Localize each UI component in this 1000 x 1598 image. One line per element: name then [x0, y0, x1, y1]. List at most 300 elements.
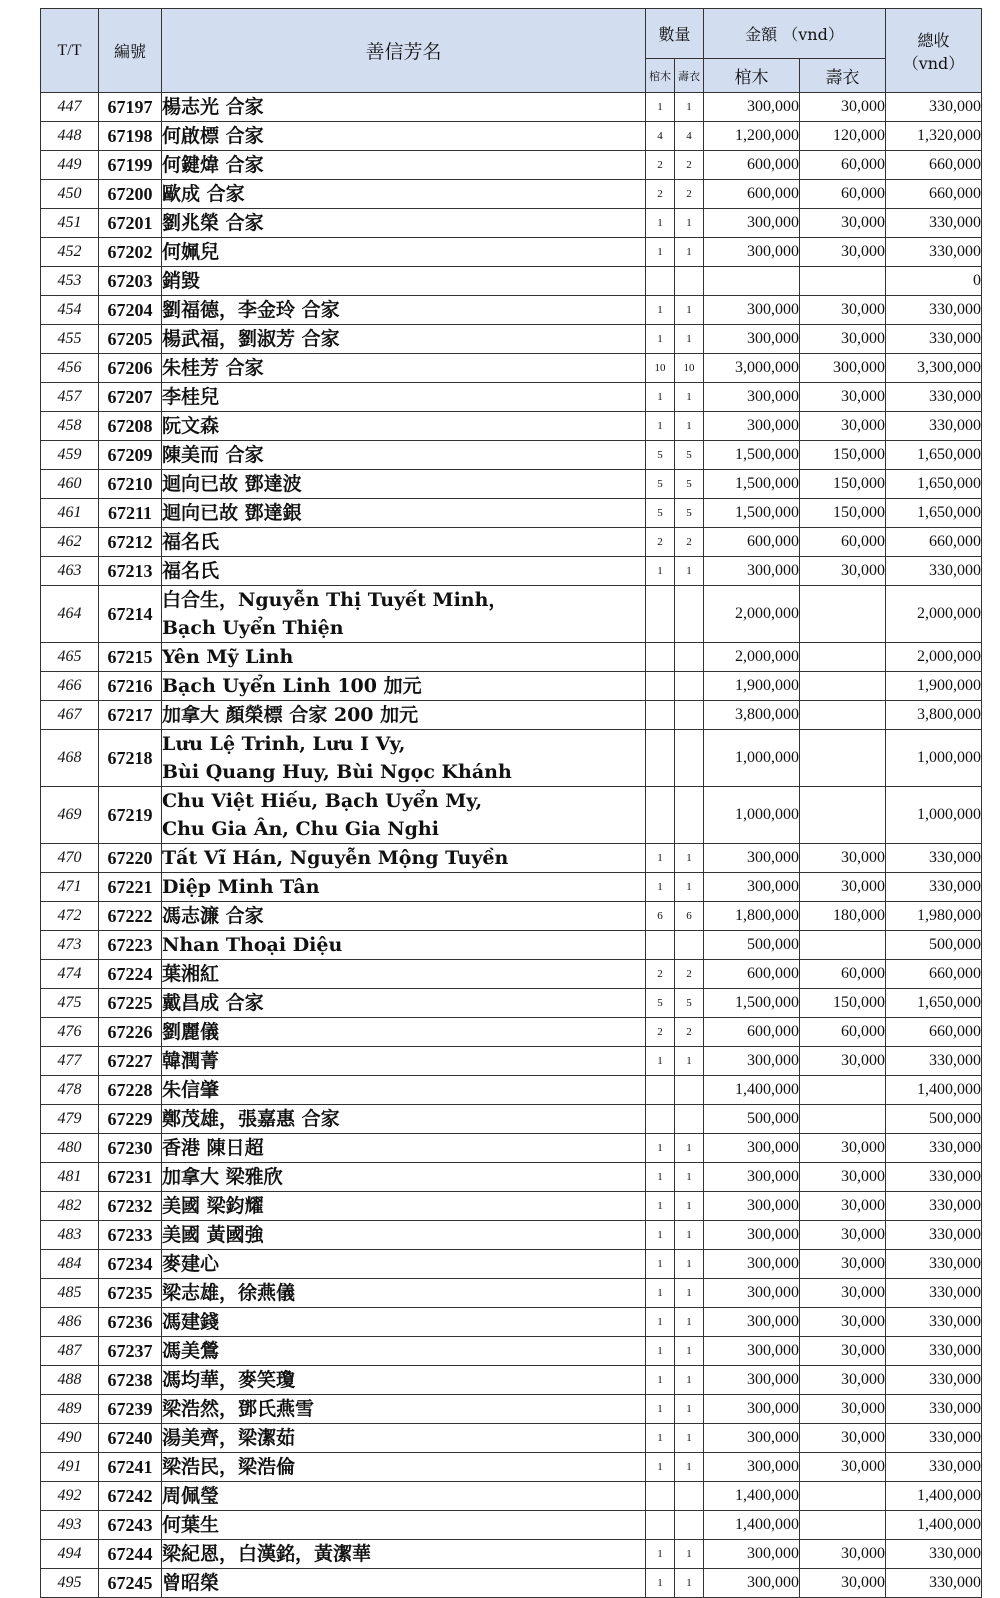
row-name-line: 何葉生: [162, 1514, 220, 1536]
row-name-line: 楊武福，劉淑芳 合家: [162, 328, 340, 350]
row-amount-coffin: 1,400,000: [704, 1511, 800, 1540]
row-name: [162, 180, 646, 209]
row-tt: 473: [41, 931, 99, 960]
row-amount-coffin: 1,500,000: [704, 989, 800, 1018]
table-body: [41, 93, 982, 1598]
row-total: 330,000: [886, 1569, 982, 1598]
row-name-line: Chu Gia Ân, Chu Gia Nghi: [162, 818, 439, 840]
table-row: [41, 354, 982, 383]
row-code: 67233: [99, 1221, 162, 1250]
row-code: 67220: [99, 844, 162, 873]
row-qty-coffin: 1: [646, 1192, 675, 1221]
row-name-line: 梁志雄，徐燕儀: [162, 1282, 296, 1304]
row-name: [162, 1192, 646, 1221]
row-code: 67200: [99, 180, 162, 209]
row-name-line: 銷毀: [162, 270, 201, 292]
row-name: [162, 93, 646, 122]
row-qty-shroud: 1: [675, 93, 704, 122]
row-amount-coffin: 1,500,000: [704, 499, 800, 528]
row-total: 330,000: [886, 1395, 982, 1424]
row-tt: 464: [41, 586, 99, 643]
table-row: [41, 1076, 982, 1105]
row-tt: 489: [41, 1395, 99, 1424]
row-qty-shroud: 1: [675, 557, 704, 586]
row-amount-coffin: 1,800,000: [704, 902, 800, 931]
row-name-line: 何啟標 合家: [162, 125, 264, 147]
row-code: 67206: [99, 354, 162, 383]
row-amount-shroud: 30,000: [800, 296, 886, 325]
row-amount-shroud: [800, 672, 886, 701]
header-amount-coffin: 棺木: [704, 59, 800, 93]
row-amount-coffin: 300,000: [704, 1308, 800, 1337]
row-code: 67223: [99, 931, 162, 960]
donation-table: [40, 8, 982, 1598]
row-name: [162, 1482, 646, 1511]
row-amount-shroud: 60,000: [800, 960, 886, 989]
row-total: 660,000: [886, 960, 982, 989]
row-total: 330,000: [886, 1366, 982, 1395]
row-qty-shroud: 1: [675, 296, 704, 325]
row-name-line: 曾昭榮: [162, 1572, 220, 1594]
table-row: [41, 325, 982, 354]
row-code: 67219: [99, 787, 162, 844]
row-total: 330,000: [886, 873, 982, 902]
row-amount-shroud: [800, 1105, 886, 1134]
row-tt: 487: [41, 1337, 99, 1366]
row-tt: 477: [41, 1047, 99, 1076]
table-row: [41, 1018, 982, 1047]
row-code: 67227: [99, 1047, 162, 1076]
header-amount: 金額 （vnd）: [704, 9, 886, 59]
row-name-line: Tất Vĩ Hán, Nguyễn Mộng Tuyền: [162, 847, 509, 869]
table-row: [41, 1163, 982, 1192]
table-row: [41, 93, 982, 122]
table-row: [41, 499, 982, 528]
row-name-line: 劉兆榮 合家: [162, 212, 264, 234]
row-code: 67202: [99, 238, 162, 267]
row-qty-shroud: 2: [675, 180, 704, 209]
row-amount-coffin: 300,000: [704, 383, 800, 412]
row-total: 330,000: [886, 844, 982, 873]
row-amount-coffin: 1,500,000: [704, 441, 800, 470]
row-amount-coffin: 300,000: [704, 1366, 800, 1395]
row-amount-coffin: 3,800,000: [704, 701, 800, 730]
row-tt: 492: [41, 1482, 99, 1511]
row-name: [162, 1018, 646, 1047]
row-tt: 452: [41, 238, 99, 267]
row-amount-coffin: 1,200,000: [704, 122, 800, 151]
row-qty-coffin: 1: [646, 1337, 675, 1366]
table-row: [41, 701, 982, 730]
row-qty-coffin: 1: [646, 1308, 675, 1337]
row-qty-shroud: 1: [675, 1569, 704, 1598]
row-name-line: 加拿大 顏榮標 合家 200 加元: [162, 704, 419, 726]
row-tt: 479: [41, 1105, 99, 1134]
row-amount-shroud: 150,000: [800, 441, 886, 470]
row-tt: 472: [41, 902, 99, 931]
row-name: [162, 1250, 646, 1279]
table-row: [41, 441, 982, 470]
table-header: [41, 9, 982, 93]
row-amount-coffin: 600,000: [704, 528, 800, 557]
row-name: [162, 701, 646, 730]
row-tt: 461: [41, 499, 99, 528]
row-code: 67245: [99, 1569, 162, 1598]
table-row: [41, 180, 982, 209]
row-qty-coffin: 1: [646, 1395, 675, 1424]
row-total: 330,000: [886, 1134, 982, 1163]
row-code: 67236: [99, 1308, 162, 1337]
row-name-line: 葉湘紅: [162, 963, 220, 985]
row-name-line: 楊志光 合家: [162, 96, 264, 118]
row-code: 67242: [99, 1482, 162, 1511]
row-code: 67210: [99, 470, 162, 499]
row-amount-shroud: [800, 787, 886, 844]
row-amount-coffin: 300,000: [704, 1279, 800, 1308]
row-total: 660,000: [886, 180, 982, 209]
row-code: 67224: [99, 960, 162, 989]
row-qty-shroud: 1: [675, 1308, 704, 1337]
row-qty-shroud: 5: [675, 441, 704, 470]
row-amount-shroud: [800, 586, 886, 643]
row-amount-shroud: 30,000: [800, 238, 886, 267]
row-qty-shroud: 10: [675, 354, 704, 383]
row-amount-shroud: 30,000: [800, 93, 886, 122]
row-name: [162, 354, 646, 383]
row-amount-shroud: 60,000: [800, 1018, 886, 1047]
row-tt: 475: [41, 989, 99, 1018]
row-qty-coffin: 2: [646, 1018, 675, 1047]
row-amount-shroud: 30,000: [800, 1221, 886, 1250]
row-amount-shroud: 30,000: [800, 1192, 886, 1221]
row-name: [162, 209, 646, 238]
row-name-line: 迴向已故 鄧達銀: [162, 502, 302, 524]
row-amount-shroud: [800, 1482, 886, 1511]
table-row: [41, 960, 982, 989]
row-name: [162, 557, 646, 586]
row-amount-coffin: 300,000: [704, 1395, 800, 1424]
row-amount-shroud: [800, 730, 886, 787]
row-name-line: 福名氏: [162, 560, 220, 582]
row-total: 330,000: [886, 412, 982, 441]
table-row: [41, 931, 982, 960]
row-name: [162, 1047, 646, 1076]
row-amount-coffin: 600,000: [704, 180, 800, 209]
row-amount-coffin: 300,000: [704, 93, 800, 122]
row-tt: 490: [41, 1424, 99, 1453]
row-qty-coffin: 1: [646, 1279, 675, 1308]
row-amount-shroud: 30,000: [800, 557, 886, 586]
row-amount-shroud: 150,000: [800, 499, 886, 528]
row-name: [162, 586, 646, 643]
row-qty-coffin: 4: [646, 122, 675, 151]
row-name: [162, 1134, 646, 1163]
row-qty-coffin: [646, 643, 675, 672]
row-amount-coffin: 1,900,000: [704, 672, 800, 701]
row-amount-coffin: 600,000: [704, 151, 800, 180]
row-qty-shroud: [675, 701, 704, 730]
table-row: [41, 238, 982, 267]
row-code: 67222: [99, 902, 162, 931]
row-name: [162, 1453, 646, 1482]
row-qty-shroud: 5: [675, 470, 704, 499]
row-name-line: 何姵兒: [162, 241, 220, 263]
row-name-line: 湯美齊，梁潔茹: [162, 1427, 296, 1449]
row-amount-shroud: [800, 931, 886, 960]
row-code: 67241: [99, 1453, 162, 1482]
row-code: 67240: [99, 1424, 162, 1453]
row-name: [162, 1424, 646, 1453]
row-tt: 486: [41, 1308, 99, 1337]
row-code: 67198: [99, 122, 162, 151]
row-total: 330,000: [886, 1221, 982, 1250]
table-row: [41, 412, 982, 441]
row-amount-shroud: 30,000: [800, 325, 886, 354]
table-row: [41, 672, 982, 701]
row-qty-shroud: [675, 1076, 704, 1105]
row-amount-coffin: [704, 267, 800, 296]
row-qty-coffin: 5: [646, 470, 675, 499]
row-qty-coffin: 1: [646, 844, 675, 873]
row-total: 1,980,000: [886, 902, 982, 931]
row-amount-shroud: 120,000: [800, 122, 886, 151]
row-name-line: 梁紀恩，白漢銘，黃潔華: [162, 1543, 372, 1565]
row-qty-coffin: [646, 787, 675, 844]
row-qty-shroud: 1: [675, 1192, 704, 1221]
row-qty-shroud: 1: [675, 1366, 704, 1395]
row-name-line: Lưu Lệ Trinh, Lưu I Vy,: [162, 733, 406, 755]
row-total: 330,000: [886, 1163, 982, 1192]
row-amount-coffin: 300,000: [704, 873, 800, 902]
row-amount-coffin: 300,000: [704, 1047, 800, 1076]
row-code: 67205: [99, 325, 162, 354]
row-code: 67228: [99, 1076, 162, 1105]
header-total-line1: 總收: [917, 30, 950, 50]
table-row: [41, 1540, 982, 1569]
row-name: [162, 238, 646, 267]
row-qty-coffin: [646, 1076, 675, 1105]
row-qty-coffin: 2: [646, 180, 675, 209]
row-tt: 471: [41, 873, 99, 902]
table-row: [41, 1395, 982, 1424]
table-row: [41, 787, 982, 844]
row-qty-shroud: [675, 267, 704, 296]
row-amount-coffin: 3,000,000: [704, 354, 800, 383]
row-tt: 448: [41, 122, 99, 151]
row-name-line: 陳美而 合家: [162, 444, 264, 466]
row-name: [162, 989, 646, 1018]
row-amount-shroud: [800, 267, 886, 296]
row-amount-shroud: 30,000: [800, 1308, 886, 1337]
row-tt: 470: [41, 844, 99, 873]
row-qty-shroud: 1: [675, 1337, 704, 1366]
row-name: [162, 1308, 646, 1337]
table-row: [41, 1192, 982, 1221]
row-total: 330,000: [886, 209, 982, 238]
row-qty-coffin: 10: [646, 354, 675, 383]
row-qty-coffin: 2: [646, 960, 675, 989]
row-qty-coffin: [646, 267, 675, 296]
header-tt: T/T: [41, 9, 99, 93]
row-name-line: 白合生，Nguyễn Thị Tuyết Minh，: [162, 589, 508, 611]
row-name-line: 梁浩然，鄧氏燕雪: [162, 1398, 315, 1420]
row-qty-shroud: [675, 1105, 704, 1134]
row-amount-coffin: 600,000: [704, 960, 800, 989]
row-qty-coffin: [646, 701, 675, 730]
row-tt: 491: [41, 1453, 99, 1482]
row-code: 67215: [99, 643, 162, 672]
row-total: 0: [886, 267, 982, 296]
row-amount-coffin: 1,000,000: [704, 730, 800, 787]
row-name-line: 梁浩民，梁浩倫: [162, 1456, 296, 1478]
row-qty-coffin: 1: [646, 1047, 675, 1076]
row-qty-coffin: [646, 931, 675, 960]
row-amount-shroud: 30,000: [800, 1163, 886, 1192]
row-name-line: 加拿大 梁雅欣: [162, 1166, 283, 1188]
row-name: [162, 267, 646, 296]
row-amount-shroud: 30,000: [800, 1279, 886, 1308]
row-code: 67204: [99, 296, 162, 325]
table-row: [41, 902, 982, 931]
row-amount-shroud: 30,000: [800, 1337, 886, 1366]
row-tt: 467: [41, 701, 99, 730]
row-total: 1,400,000: [886, 1511, 982, 1540]
row-name-line: Nhan Thoại Diệu: [162, 934, 343, 956]
row-tt: 456: [41, 354, 99, 383]
row-amount-coffin: 300,000: [704, 1134, 800, 1163]
row-name: [162, 1366, 646, 1395]
row-name-line: Yên Mỹ Linh: [162, 646, 294, 668]
row-qty-shroud: 5: [675, 989, 704, 1018]
row-qty-shroud: 1: [675, 209, 704, 238]
row-code: 67211: [99, 499, 162, 528]
row-total: 330,000: [886, 383, 982, 412]
row-amount-shroud: [800, 643, 886, 672]
row-amount-shroud: 30,000: [800, 1540, 886, 1569]
row-qty-shroud: [675, 586, 704, 643]
row-qty-coffin: 2: [646, 151, 675, 180]
row-name: [162, 873, 646, 902]
row-name-line: 何鍵煒 合家: [162, 154, 264, 176]
row-amount-coffin: 300,000: [704, 1192, 800, 1221]
row-tt: 480: [41, 1134, 99, 1163]
table-row: [41, 586, 982, 643]
row-tt: 453: [41, 267, 99, 296]
row-total: 2,000,000: [886, 586, 982, 643]
table-row: [41, 151, 982, 180]
row-tt: 485: [41, 1279, 99, 1308]
row-name: [162, 1511, 646, 1540]
row-name-line: 美國 黃國強: [162, 1224, 264, 1246]
table-row: [41, 1250, 982, 1279]
row-amount-coffin: 300,000: [704, 1540, 800, 1569]
row-name: [162, 441, 646, 470]
table-row: [41, 122, 982, 151]
row-code: 67208: [99, 412, 162, 441]
table-row: [41, 383, 982, 412]
row-qty-coffin: 1: [646, 1424, 675, 1453]
row-name: [162, 122, 646, 151]
row-name: [162, 1395, 646, 1424]
row-code: 67216: [99, 672, 162, 701]
row-amount-coffin: 300,000: [704, 1569, 800, 1598]
header-total: [886, 9, 982, 93]
row-tt: 462: [41, 528, 99, 557]
row-qty-shroud: 2: [675, 528, 704, 557]
row-name: [162, 151, 646, 180]
row-qty-shroud: 1: [675, 1453, 704, 1482]
row-qty-shroud: 1: [675, 325, 704, 354]
row-qty-shroud: 1: [675, 1250, 704, 1279]
row-qty-shroud: 1: [675, 1163, 704, 1192]
row-total: 3,800,000: [886, 701, 982, 730]
row-qty-coffin: [646, 672, 675, 701]
row-qty-shroud: 5: [675, 499, 704, 528]
row-code: 67232: [99, 1192, 162, 1221]
row-amount-shroud: 60,000: [800, 528, 886, 557]
row-code: 67229: [99, 1105, 162, 1134]
row-name: [162, 672, 646, 701]
row-name: [162, 470, 646, 499]
row-qty-shroud: 1: [675, 1134, 704, 1163]
row-qty-shroud: 6: [675, 902, 704, 931]
row-name-line: 周佩瑩: [162, 1485, 220, 1507]
table-row: [41, 1134, 982, 1163]
row-total: 330,000: [886, 296, 982, 325]
table-row: [41, 844, 982, 873]
row-qty-shroud: 1: [675, 844, 704, 873]
row-name: [162, 528, 646, 557]
row-code: 67197: [99, 93, 162, 122]
row-qty-coffin: [646, 730, 675, 787]
row-code: 67207: [99, 383, 162, 412]
row-total: 660,000: [886, 151, 982, 180]
row-qty-coffin: [646, 1511, 675, 1540]
row-name: [162, 1540, 646, 1569]
row-amount-coffin: 300,000: [704, 325, 800, 354]
row-code: 67217: [99, 701, 162, 730]
row-qty-coffin: 5: [646, 499, 675, 528]
row-tt: 469: [41, 787, 99, 844]
row-qty-shroud: [675, 730, 704, 787]
row-total: 1,400,000: [886, 1076, 982, 1105]
row-name-line: 劉福德，李金玲 合家: [162, 299, 340, 321]
table-row: [41, 470, 982, 499]
row-total: 660,000: [886, 528, 982, 557]
row-amount-shroud: 60,000: [800, 151, 886, 180]
row-tt: 457: [41, 383, 99, 412]
row-name: [162, 730, 646, 787]
row-qty-coffin: 1: [646, 1163, 675, 1192]
header-qty-shroud: 壽衣: [675, 59, 704, 93]
row-name: [162, 1163, 646, 1192]
header-code: 編號: [99, 9, 162, 93]
row-qty-shroud: [675, 1482, 704, 1511]
row-tt: 488: [41, 1366, 99, 1395]
row-code: 67230: [99, 1134, 162, 1163]
row-qty-coffin: 1: [646, 325, 675, 354]
row-amount-shroud: 30,000: [800, 209, 886, 238]
row-amount-coffin: 300,000: [704, 1424, 800, 1453]
row-name: [162, 1076, 646, 1105]
row-code: 67212: [99, 528, 162, 557]
table-row: [41, 989, 982, 1018]
table-row: [41, 643, 982, 672]
row-name: [162, 643, 646, 672]
row-amount-coffin: 1,500,000: [704, 470, 800, 499]
row-name-line: 馮均華，麥笑瓊: [162, 1369, 296, 1391]
row-name: [162, 383, 646, 412]
